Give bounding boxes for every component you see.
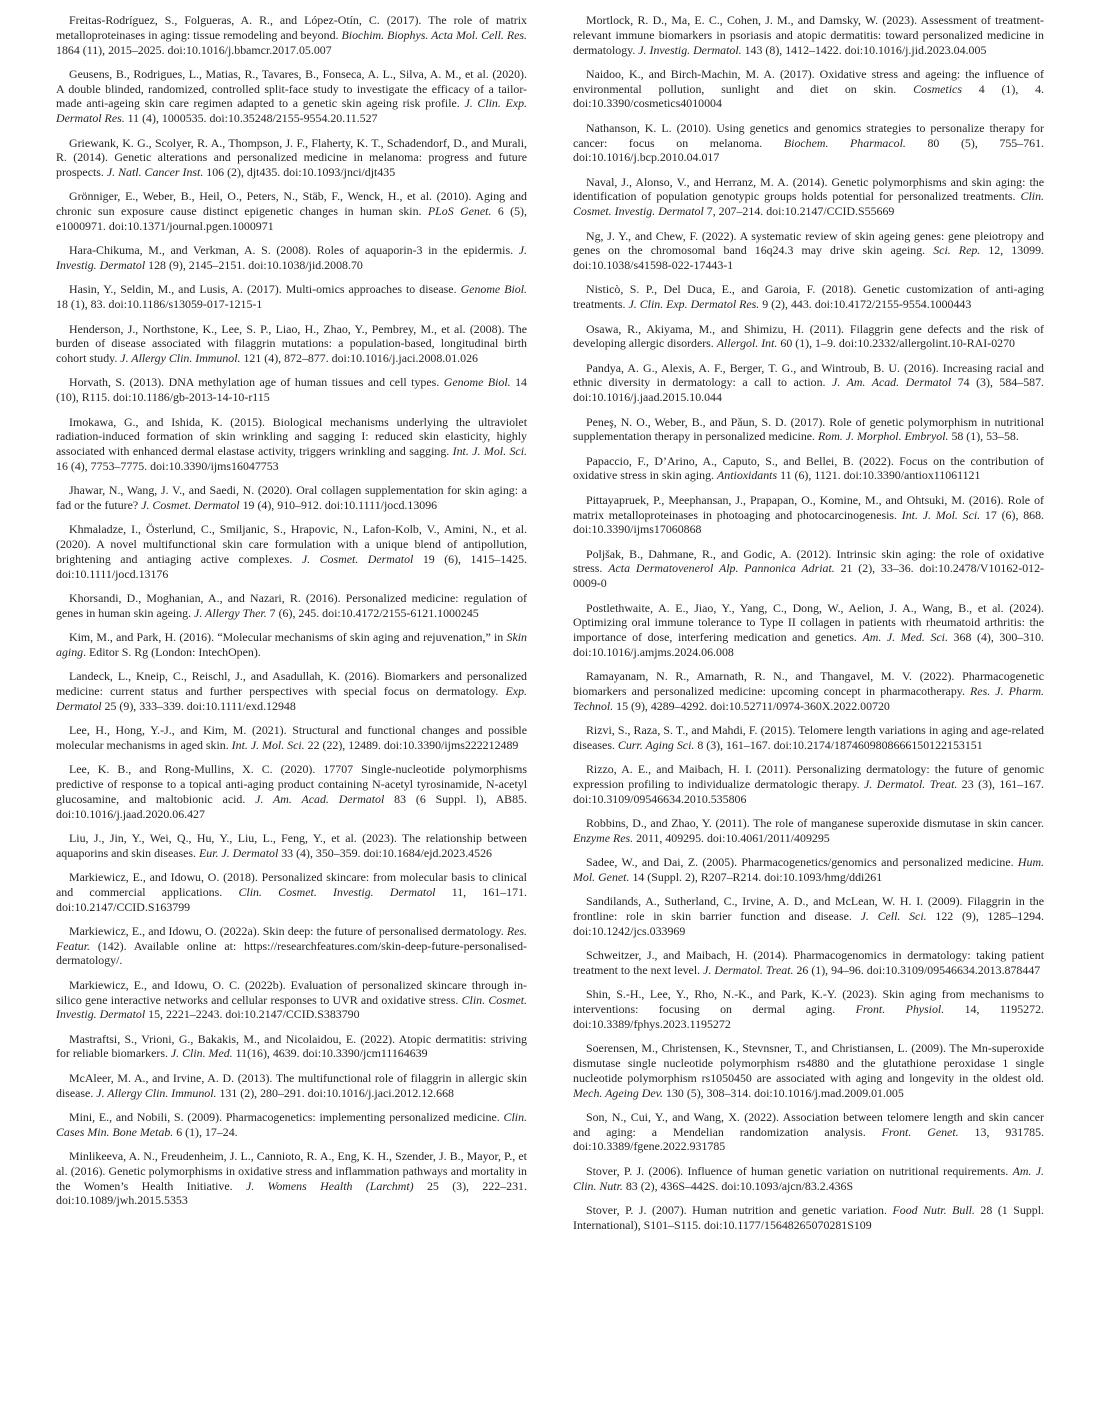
reference-text: Son, N., Cui, Y., and Wang, X. (2022). Association between telomere length and skin cancer and aging: a Mendelian randomization analysis. bbox=[573, 1109, 1044, 1139]
journal-name: Clin. Cosmet. Investig. Dermatol bbox=[573, 189, 1044, 219]
reference-text: 122 (9), 1285–1294. doi:10.1242/jcs.033969 bbox=[573, 909, 1045, 938]
reference-text: 6 (5), e1000971. doi:10.1371/journal.pgen.1000971 bbox=[56, 204, 527, 234]
reference-item bbox=[56, 831, 527, 861]
reference-text: Ng, J. Y., and Chew, F. (2022). A systematic review of skin ageing genes: gene pleiotropy and genes on the chromosomal band 16q24.3 may drive skin ageing. bbox=[573, 228, 1044, 258]
reference-text: (142). Available online at: https://researchfeatures.com/skin-deep-future-personalised-dermatology/. bbox=[56, 938, 527, 968]
reference-text: Schweitzer, J., and Maibach, H. (2014). Pharmacogenomics in dermatology: taking patient treatment to the next level. bbox=[573, 948, 1044, 977]
reference-text: 2011, 409295. doi:10.4061/2011/409295 bbox=[633, 830, 830, 845]
reference-text: Mini, E., and Nobili, S. (2009). Pharmacogenetics: implementing personalized medicine. bbox=[69, 1109, 504, 1124]
reference-item bbox=[56, 924, 527, 968]
reference-text: 368 (4), 300–310. doi:10.1016/j.amjms.2024.06.008 bbox=[573, 630, 1045, 659]
reference-text: 15, 2221–2243. doi:10.2147/CCID.S383790 bbox=[145, 1007, 360, 1022]
reference-text: 14, 1195272. doi:10.3389/fphys.2023.1195272 bbox=[573, 1002, 1044, 1031]
reference-text: 74 (3), 584–587. doi:10.1016/j.jaad.2015.10.044 bbox=[573, 375, 1045, 405]
reference-item bbox=[56, 415, 527, 474]
reference-item bbox=[56, 243, 527, 273]
reference-item bbox=[573, 987, 1044, 1031]
reference-text: Papaccio, F., D’Arino, A., Caputo, S., and Bellei, B. (2022). Focus on the contribution of oxidative stress in skin aging. bbox=[573, 453, 1044, 483]
reference-item bbox=[573, 13, 1044, 57]
reference-text: Imokawa, G., and Ishida, K. (2015). Biological mechanisms underlying the ultraviolet radiation-induced formation of skin wrinkling and sagging I: reduced skin elasticity, highly associated with enhanced dermal elastase activity, triggers wrinkling and sagging. bbox=[56, 414, 527, 459]
journal-name: Biochem. Pharmacol. bbox=[783, 135, 906, 150]
reference-text: 11, 161–171. doi:10.2147/CCID.S163799 bbox=[56, 884, 527, 914]
reference-text: Liu, J., Jin, Y., Wei, Q., Hu, Y., Liu, L., Feng, Y., et al. (2023). The relationship between aquaporins and skin diseases. bbox=[56, 830, 527, 860]
reference-item bbox=[56, 762, 527, 821]
reference-item bbox=[573, 67, 1044, 111]
journal-name: Res. J. Pharm. Technol. bbox=[573, 683, 1045, 713]
reference-item bbox=[573, 493, 1044, 537]
reference-text: 80 (5), 755–761. doi:10.1016/j.bcp.2010.04.017 bbox=[573, 135, 1044, 165]
reference-item bbox=[56, 322, 527, 366]
reference-text: Osawa, R., Akiyama, M., and Shimizu, H. (2011). Filaggrin gene defects and the risk of developing allergic disorders. bbox=[573, 321, 1044, 351]
reference-text: Sandilands, A., Sutherland, C., Irvine, A. D., and McLean, W. H. I. (2009). Filaggrin in the frontline: role in skin barrier function and disease. bbox=[573, 894, 1044, 924]
reference-text: 21 (2), 33–36. doi:10.2478/V10162-012-0009-0 bbox=[573, 561, 1044, 591]
reference-text: Rizvi, S., Raza, S. T., and Mahdi, F. (2015). Telomere length variations in aging and age-related diseases. bbox=[573, 723, 1044, 752]
reference-text: 83 (6 Suppl. l), AB85. doi:10.1016/j.jaad.2020.06.427 bbox=[56, 791, 527, 821]
reference-text: Landeck, L., Kneip, C., Reischl, J., and Asadullah, K. (2016). Biomarkers and personalized medicine: current status and further perspectives with special focus on dermatology. bbox=[56, 669, 527, 698]
reference-item bbox=[573, 282, 1044, 312]
reference-text: 17 (6), 868. doi:10.3390/ijms17060868 bbox=[573, 507, 1044, 537]
reference-item bbox=[573, 121, 1044, 165]
reference-text: Lee, K. B., and Rong-Mullins, X. C. (2020). 17707 Single-nucleotide polymorphisms predictive of response to a topical anti-aging product containing N-acetyl tyrosinamide, N-acetyl glucosamine, and maltobionic acid. bbox=[56, 762, 527, 806]
reference-text: Freitas-Rodríguez, S., Folgueras, A. R., and López-Otín, C. (2017). The role of matrix metalloproteinases in aging: tissue remodeling and beyond. bbox=[56, 13, 527, 42]
reference-text: Khmaladze, I., Österlund, C., Smiljanic, S., Hrapovic, N., Lafon-Kolb, V., Amini, N., et al. (2020). A novel multifunctional skin care formulation with a unique blend of antipollution, brightening and antiaging active complexes. bbox=[56, 522, 527, 566]
reference-text: Horvath, S. (2013). DNA methylation age of human tissues and cell types. bbox=[69, 375, 444, 390]
journal-name: Food Nutr. Bull. bbox=[892, 1202, 975, 1217]
journal-name: Allergol. Int. bbox=[716, 336, 778, 351]
journal-name: Int. J. Mol. Sci. bbox=[901, 507, 981, 522]
journal-name: J. Allergy Clin. Immunol. bbox=[120, 351, 241, 366]
journal-name: Mech. Ageing Dev. bbox=[573, 1085, 664, 1100]
reference-item bbox=[56, 978, 527, 1022]
reference-text: Geusens, B., Rodrigues, L., Matias, R., Tavares, B., Fonseca, A. L., Silva, A. M., et al. (2020). A double blinded, randomized, controlled split-face study to investigate the efficacy of a tailor-made anti-ageing skin care regimen adapted to a genetic skin ageing risk profile. bbox=[56, 66, 527, 111]
references-column-right bbox=[573, 13, 1044, 1242]
reference-text: Stover, P. J. (2007). Human nutrition and genetic variation. bbox=[586, 1202, 893, 1217]
journal-name: J. Cosmet. Dermatol bbox=[301, 551, 414, 566]
journal-name: Skin aging bbox=[56, 630, 527, 659]
reference-text: 25 (3), 222–231. doi:10.1089/jwh.2015.5353 bbox=[56, 1178, 527, 1208]
reference-text: Ramayanam, N. R., Amarnath, R. N., and Thangavel, M. V. (2022). Pharmacogenetic biomarkers and personalized medicine: upcoming concept in pharmacotherapy. bbox=[573, 669, 1044, 698]
reference-item bbox=[56, 67, 527, 126]
reference-text: Nisticò, S. P., Del Duca, E., and Garoia, F. (2018). Genetic customization of anti-aging treatments. bbox=[573, 282, 1044, 312]
reference-text: Poljšak, B., Dahmane, R., and Godic, A. (2012). Intrinsic skin aging: the role of oxidative stress. bbox=[573, 546, 1044, 576]
reference-text: 131 (2), 280–291. doi:10.1016/j.jaci.2012.12.668 bbox=[216, 1085, 454, 1100]
reference-text: 7, 207–214. doi:10.2147/CCID.S55669 bbox=[703, 204, 895, 219]
reference-text: 1864 (11), 2015–2025. doi:10.1016/j.bbamcr.2017.05.007 bbox=[56, 42, 332, 57]
reference-text: 130 (5), 308–314. doi:10.1016/j.mad.2009.01.005 bbox=[663, 1085, 904, 1100]
journal-name: Clin. Cosmet. Investig. Dermatol bbox=[56, 992, 527, 1022]
reference-item bbox=[56, 1149, 527, 1208]
journal-name: J. Allergy Clin. Immunol. bbox=[96, 1085, 217, 1100]
reference-item bbox=[573, 415, 1044, 445]
journal-name: Cosmetics bbox=[913, 81, 962, 96]
reference-text: 25 (9), 333–339. doi:10.1111/exd.12948 bbox=[101, 698, 296, 713]
reference-text: 83 (2), 436S–442S. doi:10.1093/ajcn/83.2.436S bbox=[622, 1178, 854, 1193]
journal-name: Genome Biol. bbox=[460, 282, 527, 297]
reference-text: 14 (Suppl. 2), R207–R214. doi:10.1093/hmg/ddi261 bbox=[629, 869, 883, 884]
journal-name: J. Investig. Dermatol bbox=[56, 243, 527, 273]
reference-text: 121 (4), 872–877. doi:10.1016/j.jaci.2008.01.026 bbox=[240, 351, 478, 366]
reference-text: 60 (1), 1–9. doi:10.2332/allergolint.10-RAI-0270 bbox=[777, 336, 1015, 351]
reference-text: 14 (10), R115. doi:10.1186/gb-2013-14-10-r115 bbox=[56, 375, 527, 405]
reference-text: 7 (6), 245. doi:10.4172/2155-6121.1000245 bbox=[266, 605, 479, 620]
reference-item bbox=[573, 322, 1044, 352]
reference-item bbox=[56, 630, 527, 660]
reference-text: Stover, P. J. (2006). Influence of human genetic variation on nutritional requirements. bbox=[586, 1163, 1013, 1178]
journal-name: J. Cell. Sci. bbox=[860, 909, 927, 924]
reference-text: 143 (8), 1412–1422. doi:10.1016/j.jid.2023.04.005 bbox=[741, 42, 987, 57]
reference-item bbox=[56, 1110, 527, 1140]
journal-name: Sci. Rep. bbox=[933, 243, 981, 258]
reference-item bbox=[573, 762, 1044, 806]
reference-item bbox=[573, 1110, 1044, 1154]
reference-text: 58 (1), 53–58. bbox=[948, 429, 1019, 444]
journal-name: Int. J. Mol. Sci. bbox=[452, 444, 527, 459]
reference-text: 13, 931785. doi:10.3389/fgene.2022.931785 bbox=[573, 1124, 1045, 1154]
journal-name: J. Am. Acad. Dermatol bbox=[255, 791, 385, 806]
reference-item bbox=[56, 522, 527, 581]
reference-text: 15 (9), 4289–4292. doi:10.52711/0974-360X.2022.00720 bbox=[613, 698, 890, 713]
journal-name: Front. Physiol. bbox=[855, 1002, 945, 1017]
reference-item bbox=[573, 601, 1044, 660]
reference-text: 28 (1 Suppl. International), S101–S115. doi:10.1177/15648265070281S109 bbox=[573, 1202, 1044, 1232]
journal-name: J. Allergy Ther. bbox=[194, 605, 267, 620]
journal-name: Am. J. Clin. Nutr. bbox=[573, 1163, 1044, 1193]
reference-text: 106 (2), djt435. doi:10.1093/jnci/djt435 bbox=[203, 165, 396, 180]
journal-name: J. Am. Acad. Dermatol bbox=[832, 375, 952, 390]
reference-item bbox=[56, 282, 527, 312]
reference-text: 22 (22), 12489. doi:10.3390/ijms222212489 bbox=[304, 737, 519, 752]
reference-item bbox=[56, 136, 527, 180]
reference-item bbox=[573, 816, 1044, 846]
reference-text: Robbins, D., and Zhao, Y. (2011). The role of manganese superoxide dismutase in skin cancer. bbox=[586, 816, 1044, 831]
reference-text: . Editor S. Rg (London: IntechOpen). bbox=[83, 644, 261, 659]
reference-text: Khorsandi, D., Moghanian, A., and Nazari, R. (2016). Personalized medicine: regulation of genes in human skin ageing. bbox=[56, 591, 527, 620]
journal-name: Int. J. Mol. Sci. bbox=[231, 737, 305, 752]
reference-item bbox=[573, 723, 1044, 753]
reference-text: Henderson, J., Northstone, K., Lee, S. P., Liao, H., Zhao, Y., Pembrey, M., et al. (2008). The burden of disease associated with filaggrin mutations: a population-based, longitudinal birth cohort study. bbox=[56, 321, 527, 366]
reference-text: Rizzo, A. E., and Maibach, H. I. (2011). Personalizing dermatology: the future of genomic expression profiling to individualize dermatologic therapy. bbox=[573, 762, 1044, 791]
journal-name: J. Dermatol. Treat. bbox=[703, 962, 794, 977]
journal-name: PLoS Genet. bbox=[427, 204, 492, 219]
journal-name: Rom. J. Morphol. Embryol. bbox=[818, 429, 949, 444]
journal-name: Am. J. Med. Sci. bbox=[862, 630, 948, 645]
journal-name: J. Natl. Cancer Inst. bbox=[106, 165, 204, 180]
reference-text: McAleer, M. A., and Irvine, A. D. (2013). The multifunctional role of filaggrin in allergic skin disease. bbox=[56, 1070, 527, 1100]
reference-text: Markiewicz, E., and Idowu, O. (2018). Personalized skincare: from molecular basis to clinical and commercial applications. bbox=[56, 869, 527, 899]
reference-text: Nathanson, K. L. (2010). Using genetics and genomics strategies to personalize therapy for cancer: focus on melanoma. bbox=[573, 120, 1044, 150]
reference-item bbox=[573, 1203, 1044, 1233]
reference-text: Jhawar, N., Wang, J. V., and Saedi, N. (2020). Oral collagen supplementation for skin aging: a fad or the future? bbox=[56, 483, 527, 513]
reference-text: Sadee, W., and Dai, Z. (2005). Pharmacogenetics/genomics and personalized medicine. bbox=[586, 855, 1018, 870]
reference-text: Grönniger, E., Weber, B., Heil, O., Peters, N., Stäb, F., Wenck, H., et al. (2010). Aging and chronic sun exposure cause distinct epigenetic changes in human skin. bbox=[56, 189, 527, 219]
reference-text: 12, 13099. doi:10.1038/s41598-022-17443-1 bbox=[573, 243, 1044, 273]
journal-name: J. Investig. Dermatol. bbox=[638, 42, 742, 57]
reference-text: Kim, M., and Park, H. (2016). “Molecular mechanisms of skin aging and rejuvenation,” in bbox=[69, 630, 507, 645]
journal-name: Eur. J. Dermatol bbox=[199, 845, 279, 860]
reference-item bbox=[573, 855, 1044, 885]
reference-text: Markiewicz, E., and Idowu, O. C. (2022b). Evaluation of personalized skincare through in-silico gene interactive networks and cellular responses to UVR and oxidative stress. bbox=[56, 977, 527, 1007]
reference-item bbox=[573, 1164, 1044, 1194]
reference-text: Hasin, Y., Seldin, M., and Lusis, A. (2017). Multi-omics approaches to disease. bbox=[69, 282, 461, 297]
journal-name: Exp. Dermatol bbox=[56, 683, 527, 713]
reference-item bbox=[573, 229, 1044, 273]
journal-name: Acta Dermatovenerol Alp. Pannonica Adriat. bbox=[608, 561, 835, 576]
reference-text: 11(16), 4639. doi:10.3390/jcm11164639 bbox=[232, 1046, 428, 1061]
reference-text: Lee, H., Hong, Y.-J., and Kim, M. (2021). Structural and functional changes and possible molecular mechanisms in aged skin. bbox=[56, 723, 527, 752]
journal-name: Enzyme Res. bbox=[573, 830, 634, 845]
reference-text: 19 (4), 910–912. doi:10.1111/jocd.13096 bbox=[239, 498, 438, 513]
reference-item bbox=[56, 1032, 527, 1062]
reference-text: Griewank, K. G., Scolyer, R. A., Thompson, J. F., Flaherty, K. T., Schadendorf, D., and Murali, R. (2014). Genetic alterations and personalized medicine in melanoma: progress and future prospects. bbox=[56, 135, 527, 180]
reference-text: 11 (6), 1121. doi:10.3390/antiox11061121 bbox=[777, 468, 981, 483]
reference-text: Minlikeeva, A. N., Freudenheim, J. L., Cannioto, R. A., Eng, K. H., Szender, J. B., Mayor, P., et al. (2016). Genetic polymorphisms in oxidative stress and inflammation pathways and mortality in the Women’s Health Initiative. bbox=[56, 1148, 527, 1193]
references-column-left bbox=[56, 13, 527, 1242]
reference-item bbox=[573, 175, 1044, 219]
journal-name: J. Womens Health (Larchmt) bbox=[245, 1178, 414, 1193]
reference-text: 26 (1), 94–96. doi:10.3109/09546634.2013.878447 bbox=[793, 962, 1041, 977]
reference-item bbox=[573, 948, 1044, 978]
reference-item bbox=[573, 361, 1044, 405]
journal-name: Antioxidants bbox=[717, 468, 778, 483]
reference-item bbox=[573, 894, 1044, 938]
reference-text: 9 (2), 443. doi:10.4172/2155-9554.1000443 bbox=[759, 297, 972, 312]
reference-text: Pittayapruek, P., Meephansan, J., Prapapan, O., Komine, M., and Ohtsuki, M. (2016). Role of matrix metalloproteinases in photoaging and photocarcinogenesis. bbox=[573, 492, 1044, 522]
reference-item bbox=[56, 669, 527, 713]
reference-text: Peneş, N. O., Weber, B., and Păun, S. D. (2017). Role of genetic polymorphism in nutritional supplementation therapy in personalized medicine. bbox=[573, 414, 1044, 444]
reference-item bbox=[56, 483, 527, 513]
reference-item bbox=[56, 13, 527, 57]
reference-text: Hara-Chikuma, M., and Verkman, A. S. (2008). Roles of aquaporin-3 in the epidermis. bbox=[69, 243, 519, 258]
reference-text: 11 (4), 1000535. doi:10.35248/2155-9554.20.11.527 bbox=[124, 111, 378, 126]
journal-name: Curr. Aging Sci. bbox=[617, 737, 695, 752]
reference-item bbox=[56, 189, 527, 233]
reference-item bbox=[573, 454, 1044, 484]
reference-text: 19 (6), 1415–1425. doi:10.1111/jocd.13176 bbox=[56, 551, 527, 581]
reference-item bbox=[573, 1041, 1044, 1100]
reference-item bbox=[573, 547, 1044, 591]
journal-name: J. Clin. Exp. Dermatol Res. bbox=[56, 96, 527, 126]
reference-text: 23 (3), 161–167. doi:10.3109/09546634.2010.535806 bbox=[573, 776, 1044, 806]
reference-text: Shin, S.-H., Lee, Y., Rho, N.-K., and Park, K.-Y. (2023). Skin aging from mechanisms to interventions: focusing on dermal aging. bbox=[573, 987, 1044, 1017]
journal-name: Clin. Cases Min. Bone Metab. bbox=[56, 1109, 527, 1139]
reference-text: 18 (1), 83. doi:10.1186/s13059-017-1215-1 bbox=[56, 297, 263, 312]
reference-item bbox=[56, 375, 527, 405]
reference-item bbox=[573, 669, 1044, 713]
journal-name: J. Clin. Med. bbox=[170, 1046, 233, 1061]
reference-item bbox=[56, 1071, 527, 1101]
journal-name: Genome Biol. bbox=[443, 375, 511, 390]
reference-text: Postlethwaite, A. E., Jiao, Y., Yang, C., Dong, W., Aelion, J. A., Wang, B., et al. (2024). Optimizing oral immune tolerance to Type II collagen in patients with rheumatoid arthritis: the importance of dose, interfering medication and genetics. bbox=[573, 600, 1044, 645]
reference-text: Naidoo, K., and Birch-Machin, M. A. (2017). Oxidative stress and ageing: the influence of environmental pollution, sunlight and diet on skin. bbox=[573, 66, 1044, 96]
journal-name: Biochim. Biophys. Acta Mol. Cell. Res. bbox=[341, 27, 528, 42]
reference-text: 16 (4), 7753–7775. doi:10.3390/ijms16047753 bbox=[56, 458, 279, 473]
reference-item bbox=[56, 870, 527, 914]
journal-name: Hum. Mol. Genet. bbox=[573, 855, 1044, 884]
reference-text: Mastraftsi, S., Vrioni, G., Bakakis, M., and Nicolaidou, E. (2022). Atopic dermatitis: striving for reliable biomarkers. bbox=[56, 1031, 527, 1061]
reference-text: 128 (9), 2145–2151. doi:10.1038/jid.2008.70 bbox=[145, 258, 363, 273]
journal-name: Clin. Cosmet. Investig. Dermatol bbox=[238, 884, 436, 899]
reference-text: Markiewicz, E., and Idowu, O. (2022a). Skin deep: the future of personalised dermatology. bbox=[69, 923, 507, 938]
journal-name: J. Dermatol. Treat. bbox=[864, 776, 958, 791]
reference-text: 6 (1), 17–24. bbox=[173, 1124, 238, 1139]
reference-text: 33 (4), 350–359. doi:10.1684/ejd.2023.4526 bbox=[278, 845, 492, 860]
reference-text: 4 (1), 4. doi:10.3390/cosmetics4010004 bbox=[573, 81, 1044, 111]
journal-name: Front. Genet. bbox=[881, 1124, 959, 1139]
reference-text: Pandya, A. G., Alexis, A. F., Berger, T. G., and Wintroub, B. U. (2016). Increasing racial and ethnic diversity in dermatology: a call to action. bbox=[573, 360, 1044, 390]
reference-item bbox=[56, 591, 527, 621]
journal-name: J. Clin. Exp. Dermatol Res. bbox=[628, 297, 760, 312]
reference-text: Soerensen, M., Christensen, K., Stevnsner, T., and Christiansen, L. (2009). The Mn-superoxide dismutase single nucleotide polymorphism rs4880 and the glutathione peroxidase 1 single nucleotide polymorphism rs1050450 are associated with aging and longevity in the oldest old. bbox=[573, 1041, 1044, 1085]
reference-text: 8 (3), 161–167. doi:10.2174/1874609808666150122153151 bbox=[694, 737, 983, 752]
reference-text: Naval, J., Alonso, V., and Herranz, M. A. (2014). Genetic polymorphisms and skin aging: the identification of population genotypic groups holds potential for personalized treatments. bbox=[573, 174, 1044, 204]
journal-name: Res. Featur. bbox=[56, 923, 527, 953]
reference-item bbox=[56, 723, 527, 753]
reference-text: Mortlock, R. D., Ma, E. C., Cohen, J. M., and Damsky, W. (2023). Assessment of treatment-relevant immune biomarkers in psoriasis and atopic dermatitis: toward personalized medicine in dermatology. bbox=[573, 13, 1044, 57]
journal-name: J. Cosmet. Dermatol bbox=[141, 498, 240, 513]
